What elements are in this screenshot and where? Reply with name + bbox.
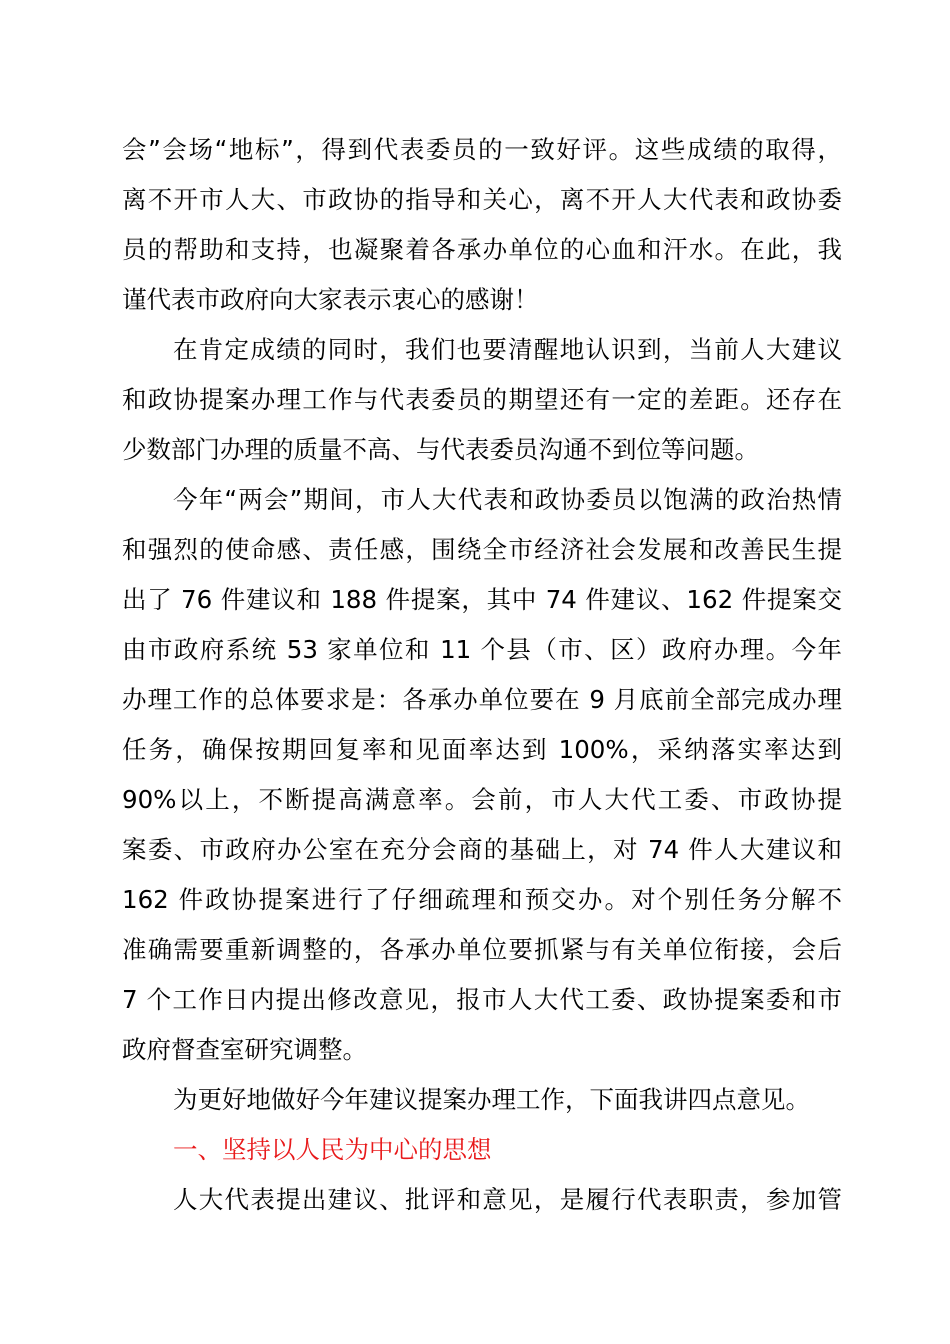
text-line: 会”会场“地标”，得到代表委员的一致好评。这些成绩的取得， (122, 135, 842, 164)
text-line: 由市政府系统 53 家单位和 11 个县（市、区）政府办理。今年 (122, 635, 842, 664)
text-line: 政府督查室研究调整。 (122, 1035, 367, 1064)
text-line: 90%以上，不断提高满意率。会前，市人大代工委、市政协提 (122, 785, 842, 814)
text-line: 案委、市政府办公室在充分会商的基础上，对 74 件人大建议和 (122, 835, 842, 864)
text-line: 为更好地做好今年建议提案办理工作，下面我讲四点意见。 (173, 1085, 810, 1114)
text-line: 7 个工作日内提出修改意见，报市人大代工委、政协提案委和市 (122, 985, 842, 1014)
text-line: 162 件政协提案进行了仔细疏理和预交办。对个别任务分解不 (122, 885, 842, 914)
text-line: 办理工作的总体要求是：各承办单位要在 9 月底前全部完成办理 (122, 685, 842, 714)
text-line: 少数部门办理的质量不高、与代表委员沟通不到位等问题。 (122, 435, 759, 464)
text-line: 和政协提案办理工作与代表委员的期望还有一定的差距。还存在 (122, 385, 842, 414)
text-line: 今年“两会”期间，市人大代表和政协委员以饱满的政治热情 (173, 485, 842, 514)
text-line: 和强烈的使命感、责任感，围绕全市经济社会发展和改善民生提 (122, 535, 842, 564)
text-line: 出了 76 件建议和 188 件提案，其中 74 件建议、162 件提案交 (122, 585, 842, 614)
text-line: 任务，确保按期回复率和见面率达到 100%，采纳落实率达到 (122, 735, 842, 764)
text-line: 准确需要重新调整的，各承办单位要抓紧与有关单位衔接，会后 (122, 935, 842, 964)
section-heading: 一、坚持以人民为中心的思想 (173, 1135, 492, 1164)
text-line: 员的帮助和支持，也凝聚着各承办单位的心血和汗水。在此，我 (122, 235, 842, 264)
text-line: 谨代表市政府向大家表示衷心的感谢！ (122, 285, 539, 314)
text-line: 离不开市人大、市政协的指导和关心，离不开人大代表和政协委 (122, 185, 842, 214)
text-line: 人大代表提出建议、批评和意见，是履行代表职责，参加管 (173, 1185, 842, 1214)
text-line: 在肯定成绩的同时，我们也要清醒地认识到，当前人大建议 (173, 335, 842, 364)
